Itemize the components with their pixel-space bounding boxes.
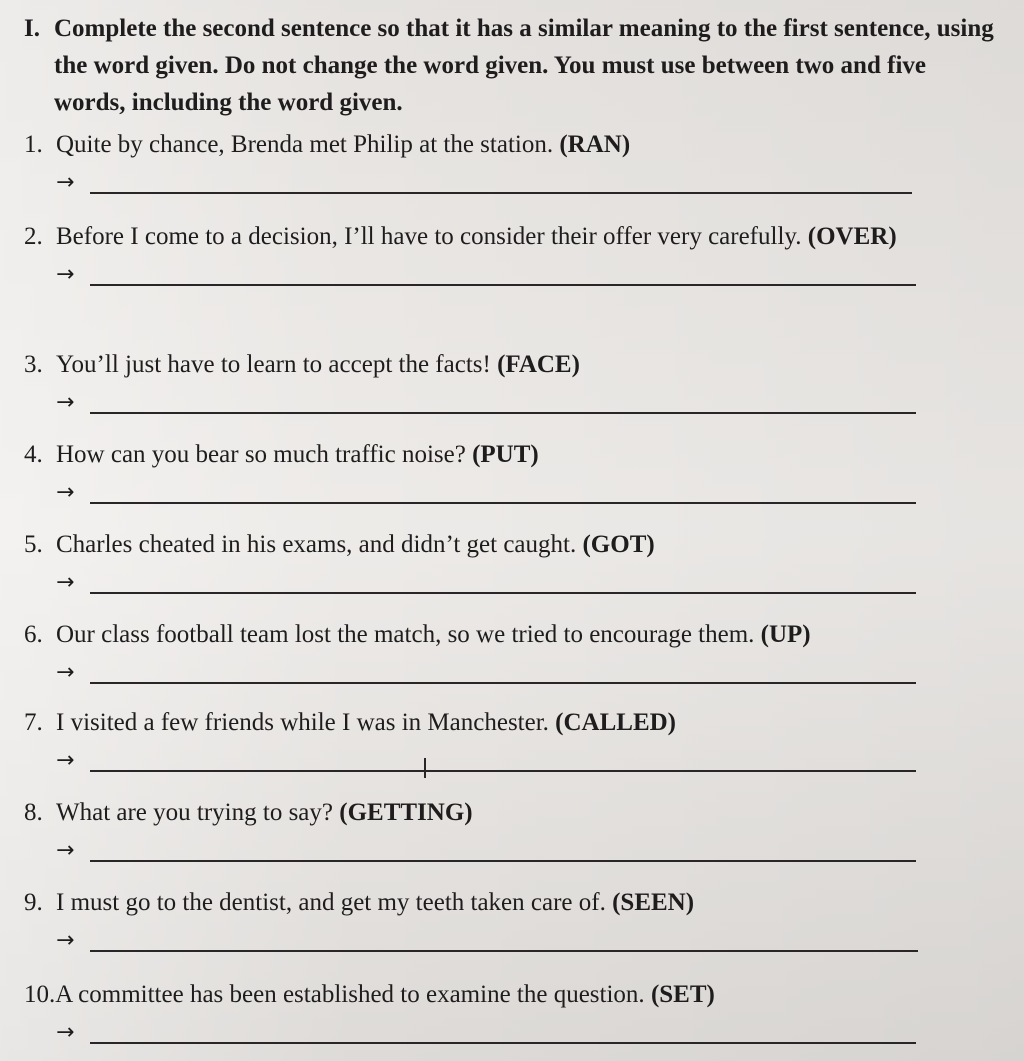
- exercise-item-7: [24, 706, 994, 778]
- answer-line[interactable]: [90, 284, 916, 286]
- answer-line[interactable]: [90, 592, 916, 594]
- exercise-item-10: [24, 978, 994, 1050]
- item-keyword: (FACE): [497, 351, 580, 378]
- arrow-icon: →: [56, 748, 75, 773]
- section-numeral: I.: [24, 15, 40, 42]
- item-keyword: (SEEN): [612, 889, 695, 916]
- item-keyword: (CALLED): [555, 709, 677, 736]
- item-sentence: What are you trying to say?: [56, 799, 333, 826]
- exercise-item-5: [24, 528, 994, 600]
- item-number: 3.: [24, 351, 43, 378]
- answer-line[interactable]: [90, 1042, 916, 1044]
- arrow-icon: →: [56, 928, 75, 953]
- exercise-item-3: [24, 348, 994, 420]
- arrow-icon: →: [56, 262, 75, 287]
- item-keyword: (SET): [650, 981, 715, 1008]
- arrow-icon: →: [56, 838, 75, 863]
- item-keyword: (OVER): [807, 223, 897, 250]
- arrow-icon: →: [56, 390, 75, 415]
- answer-line[interactable]: [90, 412, 916, 414]
- arrow-icon: →: [56, 170, 75, 195]
- item-number: 2.: [24, 223, 43, 250]
- item-sentence: I must go to the dentist, and get my teeth taken care of.: [56, 889, 606, 916]
- instructions: [24, 10, 994, 121]
- exercise-item-8: [24, 796, 994, 868]
- instructions-text: Complete the second sentence so that it has a similar meaning to the first sentence, using the word given. Do not change the word given. You must use between two and five words, including the word given.: [54, 15, 994, 116]
- answer-line[interactable]: [90, 950, 918, 952]
- answer-line[interactable]: [90, 192, 912, 194]
- item-keyword: (GETTING): [339, 799, 473, 826]
- answer-line[interactable]: [90, 860, 916, 862]
- exercise-item-4: [24, 438, 994, 510]
- arrow-icon: →: [56, 570, 75, 595]
- arrow-icon: →: [56, 1020, 75, 1045]
- pen-mark: [424, 758, 426, 778]
- item-number: 6.: [24, 621, 43, 648]
- item-number: 7.: [24, 709, 43, 736]
- answer-line[interactable]: [90, 502, 916, 504]
- item-sentence: Our class football team lost the match, so we tried to encourage them.: [56, 621, 755, 648]
- item-sentence: A committee has been established to examine the question.: [55, 981, 645, 1008]
- item-number: 8.: [24, 799, 43, 826]
- item-number: 10.: [24, 981, 56, 1008]
- item-sentence: I visited a few friends while I was in Manchester.: [56, 709, 549, 736]
- exercise-item-9: [24, 886, 994, 958]
- item-sentence: Charles cheated in his exams, and didn’t get caught.: [56, 531, 577, 558]
- arrow-icon: →: [56, 480, 75, 505]
- item-keyword: (RAN): [559, 131, 631, 158]
- item-sentence: Quite by chance, Brenda met Philip at the station.: [56, 131, 554, 158]
- item-keyword: (GOT): [582, 531, 655, 558]
- item-number: 5.: [24, 531, 43, 558]
- item-sentence: You’ll just have to learn to accept the facts!: [56, 351, 491, 378]
- answer-line[interactable]: [90, 770, 916, 772]
- exercise-item-6: [24, 618, 994, 690]
- arrow-icon: →: [56, 660, 75, 685]
- item-keyword: (UP): [760, 621, 811, 648]
- exercise-item-2: [24, 220, 994, 292]
- item-keyword: (PUT): [472, 441, 539, 468]
- answer-line[interactable]: [90, 682, 916, 684]
- item-number: 9.: [24, 889, 43, 916]
- item-number: 1.: [24, 131, 43, 158]
- exercise-item-1: [24, 128, 994, 200]
- item-sentence: Before I come to a decision, I’ll have to consider their offer very carefully.: [56, 223, 802, 250]
- item-number: 4.: [24, 441, 43, 468]
- item-sentence: How can you bear so much traffic noise?: [56, 441, 466, 468]
